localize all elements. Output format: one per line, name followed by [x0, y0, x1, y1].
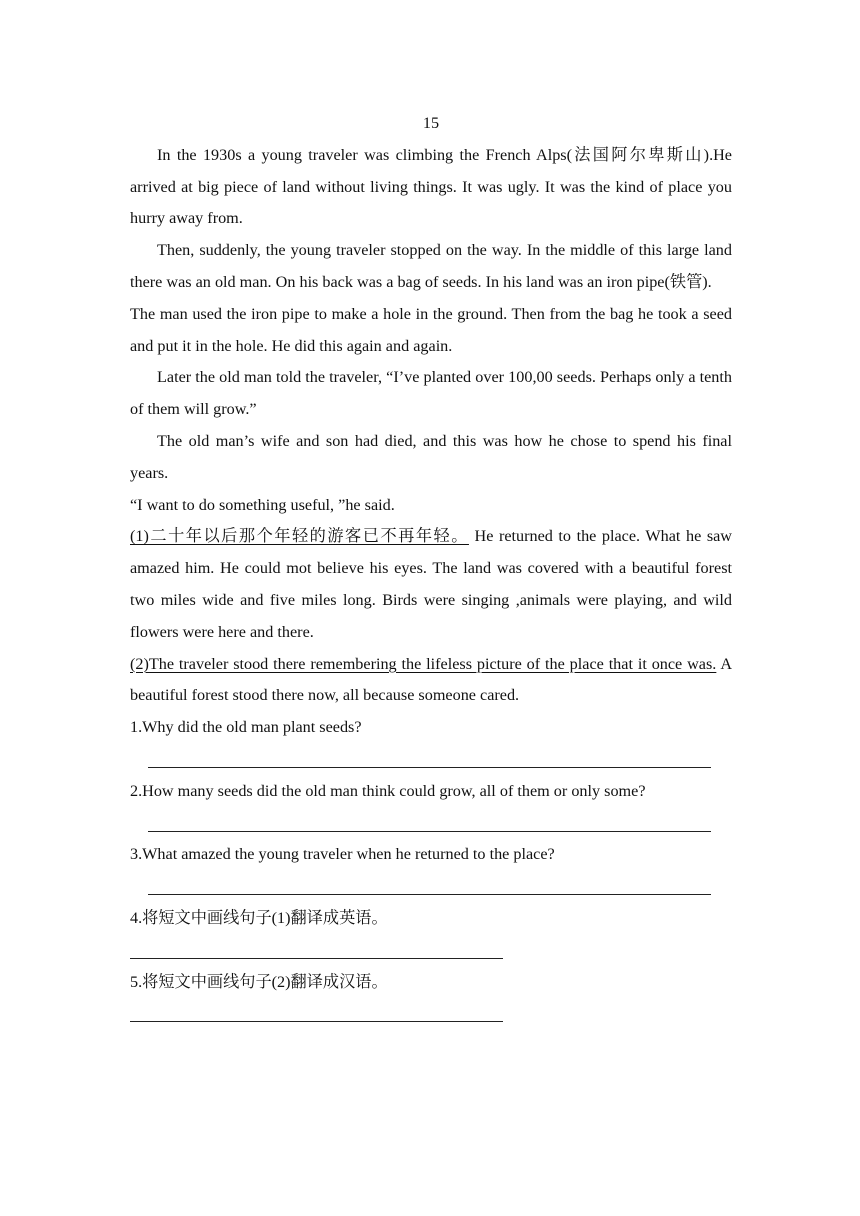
passage-paragraph-4: Later the old man told the traveler, “I’ve planted over 100,00 seeds. Perhaps only a tenth of them will grow.” — [130, 368, 732, 419]
passage-paragraph-3: The man used the iron pipe to make a hole in the ground. Then from the bag he took a seed and put it in the hole. He did this again and again. — [130, 304, 732, 355]
question-1: 1.Why did the old man plant seeds? — [130, 718, 362, 737]
answer-rule — [130, 1021, 503, 1022]
question-4: 4.将短文中画线句子(1)翻译成英语。 — [130, 908, 388, 927]
answer-line-4[interactable] — [130, 935, 732, 967]
passage-paragraph-7-text: He returned to the place. What he saw amazed him. He could mot believe his eyes. The land was covered with a beautiful forest two miles wide and five miles long. Birds were singing ,animals were playing, and wild flowers were here and there. — [130, 527, 732, 641]
answer-line-5[interactable] — [130, 998, 732, 1030]
worksheet-page — [130, 108, 732, 1030]
answer-rule — [148, 894, 711, 895]
reading-passage — [130, 140, 732, 712]
answer-line-2[interactable] — [130, 808, 732, 840]
answer-line-1[interactable] — [130, 744, 732, 776]
underlined-sentence-1: (1)二十年以后那个年轻的游客已不再年轻。 — [130, 527, 469, 546]
passage-paragraph-6: “I want to do something useful, ”he said. — [130, 495, 395, 514]
answer-rule — [148, 831, 711, 832]
passage-paragraph-2: Then, suddenly, the young traveler stopped on the way. In the middle of this large land there was an old man. On his back was a bag of seeds. In his land was an iron pipe(铁管). — [130, 241, 732, 291]
passage-paragraph-1: In the 1930s a young traveler was climbing the French Alps(法国阿尔卑斯山).He arrived at big piece of land without living things. It was ugly. It was the kind of place you hurry away from. — [130, 145, 732, 228]
question-2: 2.How many seeds did the old man think could grow, all of them or only some? — [130, 781, 646, 800]
passage-paragraph-5: The old man’s wife and son had died, and this was how he chose to spend his final years. — [130, 431, 732, 482]
questions-section — [130, 712, 732, 1030]
passage-paragraph-8 — [130, 649, 732, 713]
passage-paragraph-7 — [130, 521, 732, 648]
question-5: 5.将短文中画线句子(2)翻译成汉语。 — [130, 972, 388, 991]
page-number: 15 — [422, 114, 440, 132]
underlined-sentence-2: (2)The traveler stood there remembering the lifeless picture of the place that it once was. — [130, 654, 717, 673]
answer-rule — [148, 767, 711, 768]
question-3: 3.What amazed the young traveler when he returned to the place? — [130, 845, 555, 864]
answer-rule — [130, 958, 503, 959]
answer-line-3[interactable] — [130, 871, 732, 903]
passage-paragraph-8-text: A beautiful forest stood there now, all because someone cared. — [130, 654, 733, 705]
